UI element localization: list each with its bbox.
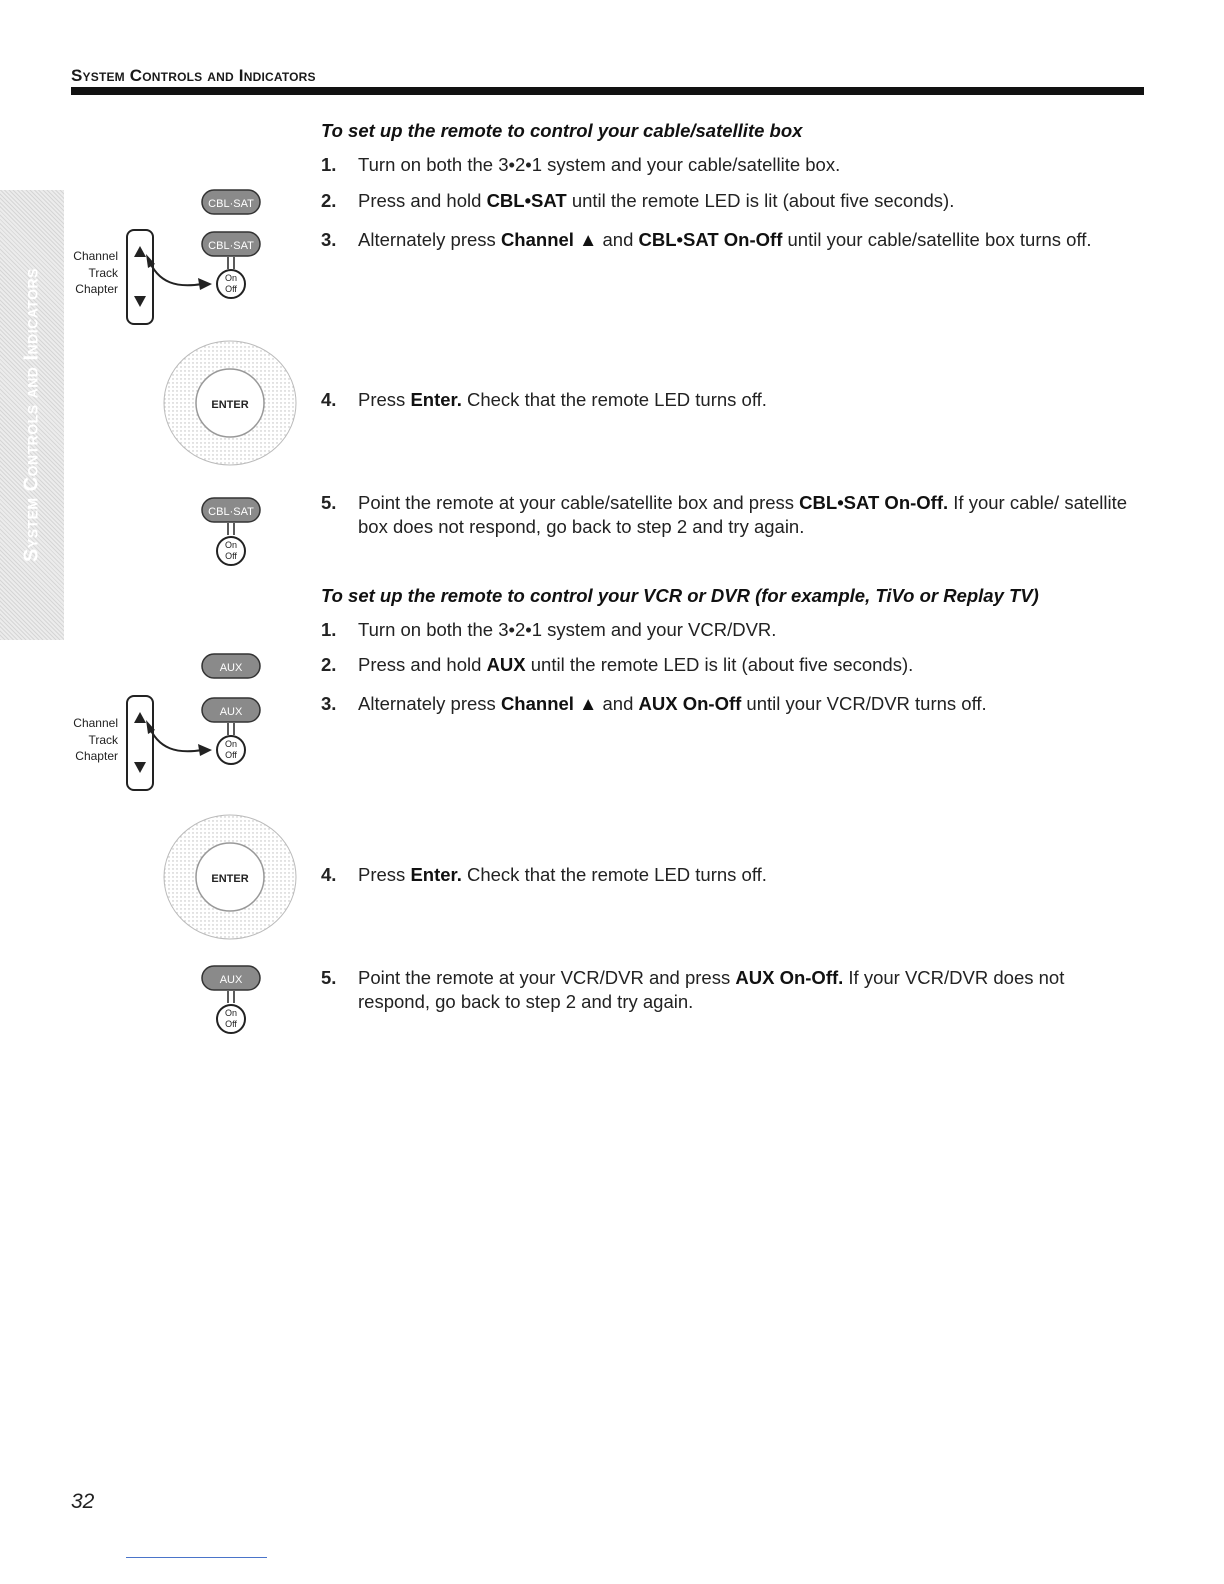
cbl-sat-button-icon bbox=[200, 188, 264, 216]
svg-text:ENTER: ENTER bbox=[211, 873, 249, 885]
svg-text:CBL·SAT: CBL·SAT bbox=[208, 198, 254, 210]
svg-text:On: On bbox=[224, 1008, 238, 1018]
side-tab bbox=[0, 190, 64, 640]
header-rule bbox=[71, 87, 1144, 95]
svg-text:On: On bbox=[224, 739, 238, 749]
enter-button-diagram bbox=[160, 338, 300, 468]
footer-line bbox=[126, 1557, 267, 1558]
enter-button-diagram bbox=[160, 812, 300, 942]
svg-text:CBL·SAT: CBL·SAT bbox=[208, 506, 254, 518]
svg-text:Off: Off bbox=[225, 1019, 237, 1029]
svg-text:AUX: AUX bbox=[219, 974, 243, 986]
svg-text:AUX: AUX bbox=[219, 706, 243, 718]
channel-labels: Channel Track Chapter bbox=[73, 716, 118, 763]
aux-on-off-diagram bbox=[200, 964, 264, 1038]
cbl-sat-on-off-diagram bbox=[200, 496, 264, 570]
svg-text:On: On bbox=[224, 273, 238, 283]
cable-heading: To set up the remote to control your cable/satellite box bbox=[321, 120, 803, 141]
page-number: 32 bbox=[71, 1490, 95, 1513]
side-tab-label: System Controls and Indicators bbox=[20, 268, 43, 562]
channel-labels: Channel Track Chapter bbox=[73, 249, 118, 296]
channel-rocker-diagram bbox=[118, 226, 268, 330]
channel-rocker-diagram bbox=[118, 692, 268, 796]
svg-text:AUX: AUX bbox=[219, 662, 243, 674]
svg-text:Off: Off bbox=[225, 551, 237, 561]
aux-button-icon bbox=[200, 652, 264, 680]
vcr-heading: To set up the remote to control your VCR or DVR (for example, TiVo or Replay TV) bbox=[321, 585, 1039, 606]
svg-text:Off: Off bbox=[225, 750, 237, 760]
svg-text:ENTER: ENTER bbox=[211, 399, 249, 411]
svg-text:CBL·SAT: CBL·SAT bbox=[208, 240, 254, 252]
svg-text:Off: Off bbox=[225, 284, 237, 294]
section-title: System Controls and Indicators bbox=[71, 66, 316, 85]
svg-text:On: On bbox=[224, 540, 238, 550]
